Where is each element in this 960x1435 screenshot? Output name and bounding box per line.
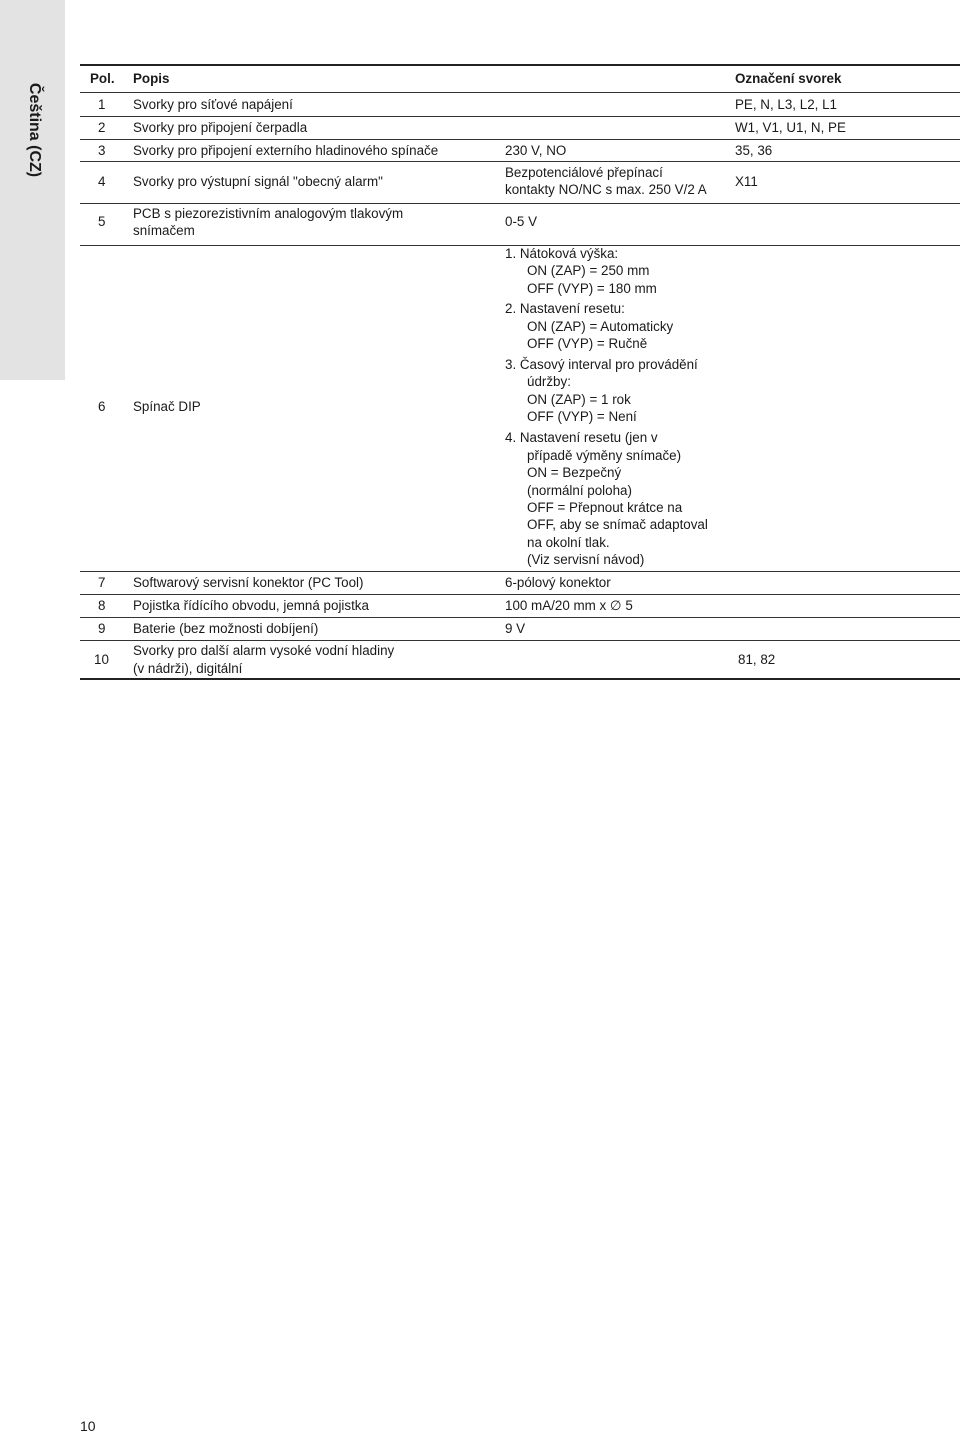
row-description: Softwarový servisní konektor (PC Tool) (133, 575, 364, 590)
row-divider (80, 617, 960, 618)
row-description-line: Svorky pro další alarm vysoké vodní hladiny (133, 643, 395, 658)
dip-item-3: 3. Časový interval pro provádění (505, 357, 698, 372)
row-description-line: PCB s piezorezistivním analogovým tlakovým (133, 206, 404, 221)
dip-line: ON = Bezpečný (527, 465, 622, 480)
row-description: Baterie (bez možnosti dobíjení) (133, 621, 319, 636)
dip-item-4: 4. Nastavení resetu (jen v (505, 430, 658, 445)
header-pos: Pol. (90, 71, 115, 86)
row-terminal: W1, V1, U1, N, PE (735, 120, 846, 135)
row-description: Svorky pro výstupní signál "obecný alarm" (133, 174, 383, 189)
row-value: 230 V, NO (505, 143, 567, 158)
dip-line: OFF (VYP) = Ručně (527, 336, 648, 351)
header-terminal: Označení svorek (735, 71, 842, 86)
dip-line: ON (ZAP) = 250 mm (527, 263, 650, 278)
row-pos: 6 (98, 399, 106, 414)
dip-item-2: 2. Nastavení resetu: (505, 301, 625, 316)
row-value-line: kontakty NO/NC s max. 250 V/2 A (505, 182, 707, 197)
row-description: Svorky pro připojení externího hladinového spínače (133, 143, 439, 158)
row-divider (80, 139, 960, 140)
row-divider (80, 116, 960, 117)
row-terminal: 81, 82 (738, 652, 776, 667)
dip-line: OFF (VYP) = Není (527, 409, 637, 424)
dip-line: OFF = Přepnout krátce na (527, 500, 683, 515)
header-rule (80, 92, 960, 93)
row-divider (80, 161, 960, 162)
row-pos: 9 (98, 621, 106, 636)
row-description: Svorky pro připojení čerpadla (133, 120, 308, 135)
row-pos: 7 (98, 575, 106, 590)
row-description: Spínač DIP (133, 399, 201, 414)
row-value-line: Bezpotenciálové přepínací (505, 165, 663, 180)
row-description: Svorky pro síťové napájení (133, 97, 293, 112)
row-terminal: 35, 36 (735, 143, 773, 158)
dip-item-1: 1. Nátoková výška: (505, 246, 619, 261)
row-terminal: PE, N, L3, L2, L1 (735, 97, 837, 112)
row-pos: 3 (98, 143, 106, 158)
row-divider (80, 594, 960, 595)
row-divider (80, 203, 960, 204)
row-value: 0-5 V (505, 214, 538, 229)
dip-line: OFF, aby se snímač adaptoval (527, 517, 708, 532)
table-bottom-rule (80, 678, 960, 680)
row-value: 9 V (505, 621, 526, 636)
dip-line: případě výměny snímače) (527, 448, 682, 463)
row-pos: 8 (98, 598, 106, 613)
dip-line: (Viz servisní návod) (527, 552, 645, 567)
row-value: 6-pólový konektor (505, 575, 611, 590)
language-side-tab (0, 0, 65, 380)
row-divider (80, 571, 960, 572)
dip-line: ON (ZAP) = Automaticky (527, 319, 674, 334)
row-description-line: (v nádrži), digitální (133, 661, 243, 676)
dip-line: (normální poloha) (527, 483, 632, 498)
row-pos: 2 (98, 120, 106, 135)
dip-line: na okolní tlak. (527, 535, 610, 550)
row-divider (80, 640, 960, 641)
dip-line: údržby: (527, 374, 571, 389)
page-number: 10 (80, 1418, 96, 1434)
row-terminal: X11 (735, 174, 758, 189)
dip-line: OFF (VYP) = 180 mm (527, 281, 657, 296)
language-label: Čeština (CZ) (26, 82, 43, 178)
table-top-rule (80, 64, 960, 66)
row-pos: 4 (98, 174, 106, 189)
row-description: Pojistka řídícího obvodu, jemná pojistka (133, 598, 369, 613)
row-pos: 10 (94, 652, 109, 667)
header-description: Popis (133, 71, 170, 86)
row-pos: 1 (98, 97, 106, 112)
dip-line: ON (ZAP) = 1 rok (527, 392, 631, 407)
row-value: 100 mA/20 mm x ∅ 5 (505, 598, 633, 613)
row-pos: 5 (98, 214, 106, 229)
row-description-line: snímačem (133, 223, 195, 238)
